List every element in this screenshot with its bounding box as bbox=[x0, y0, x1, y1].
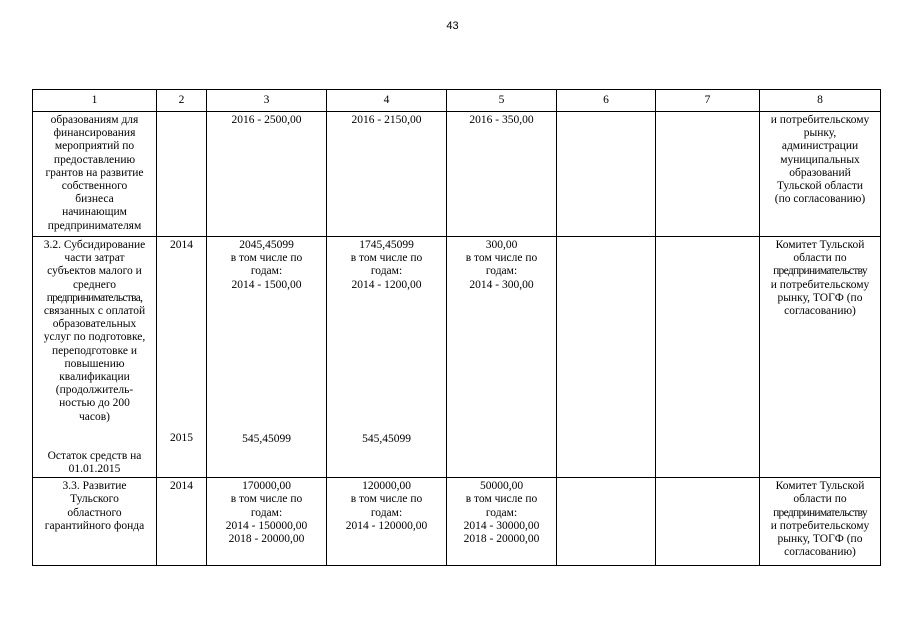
cell-responsible: и потребительскому рынку, администрации муниципальных образований Тульской области (по согласованию) bbox=[760, 112, 881, 237]
amount-value: 545,45099 bbox=[242, 432, 291, 445]
header-row bbox=[33, 90, 881, 112]
col-header-3: 3 bbox=[207, 90, 327, 112]
col-header-6: 6 bbox=[557, 90, 656, 112]
cell-total bbox=[207, 237, 327, 478]
cell-years: 2014 bbox=[157, 478, 207, 566]
table-row bbox=[33, 478, 881, 566]
cell-years bbox=[157, 112, 207, 237]
responsible-text: предпринимательству bbox=[773, 506, 867, 519]
table-row bbox=[33, 237, 881, 478]
cell-regional-budget: 120000,00 в том числе по годам: 2014 - 120000,00 bbox=[327, 478, 447, 566]
cell-regional-budget bbox=[327, 237, 447, 478]
col-header-7: 7 bbox=[656, 90, 760, 112]
page-number: 43 bbox=[446, 20, 459, 32]
cell-col7 bbox=[656, 478, 760, 566]
col-header-8: 8 bbox=[760, 90, 881, 112]
cell-federal-budget: 50000,00 в том числе по годам: 2014 - 30000,00 2018 - 20000,00 bbox=[447, 478, 557, 566]
cell-col6 bbox=[557, 478, 656, 566]
year-value: 2015 bbox=[170, 432, 193, 445]
activity-text: предпринимательства, bbox=[46, 291, 143, 304]
amount-value: 1745,45099 в том числе по годам: 2014 - 1200,00 bbox=[350, 239, 423, 291]
cell-regional-budget: 2016 - 2150,00 bbox=[327, 112, 447, 237]
cell-responsible bbox=[760, 237, 881, 478]
cell-col6 bbox=[557, 112, 656, 237]
col-header-4: 4 bbox=[327, 90, 447, 112]
col-header-2: 2 bbox=[157, 90, 207, 112]
responsible-text: Комитет Тульской области по bbox=[775, 239, 865, 265]
cell-col7 bbox=[656, 112, 760, 237]
cell-activity bbox=[33, 237, 157, 478]
cell-col7 bbox=[656, 237, 760, 478]
cell-col6 bbox=[557, 237, 656, 478]
amount-value: 545,45099 bbox=[362, 432, 411, 445]
col-header-5: 5 bbox=[447, 90, 557, 112]
amount-value: 2045,45099 в том числе по годам: 2014 - 1500,00 bbox=[230, 239, 303, 291]
responsible-text: и потребительскому рынку, ТОГФ (по согласованию) bbox=[770, 519, 870, 559]
cell-federal-budget: 2016 - 350,00 bbox=[447, 112, 557, 237]
cell-federal-budget: 300,00 в том числе по годам: 2014 - 300,00 bbox=[447, 237, 557, 478]
cell-activity: 3.3. Развитие Тульского областного гарантийного фонда bbox=[33, 478, 157, 566]
program-table bbox=[32, 89, 881, 566]
col-header-1: 1 bbox=[33, 90, 157, 112]
cell-activity: образованиям для финансирования мероприятий по предоставлению грантов на развитие собственного бизнеса начинающим предпринимателям bbox=[33, 112, 157, 237]
year-value: 2014 bbox=[170, 239, 193, 251]
cell-years bbox=[157, 237, 207, 478]
cell-responsible bbox=[760, 478, 881, 566]
activity-text: 3.2. Субсидирование части затрат субъектов малого и среднего bbox=[43, 239, 146, 291]
balance-label: Остаток средств на 01.01.2015 bbox=[47, 449, 142, 476]
responsible-text: Комитет Тульской области по bbox=[775, 480, 865, 506]
table-row bbox=[33, 112, 881, 237]
activity-text: связанных с оплатой образовательных услуг по подготовке, переподготовке и повышению квалификации (продолжитель- ностью до 200 часов) bbox=[43, 305, 146, 423]
cell-total: 170000,00 в том числе по годам: 2014 - 150000,00 2018 - 20000,00 bbox=[207, 478, 327, 566]
responsible-text: предпринимательству bbox=[773, 265, 867, 278]
responsible-text: и потребительскому рынку, ТОГФ (по согласованию) bbox=[770, 278, 870, 318]
cell-total: 2016 - 2500,00 bbox=[207, 112, 327, 237]
